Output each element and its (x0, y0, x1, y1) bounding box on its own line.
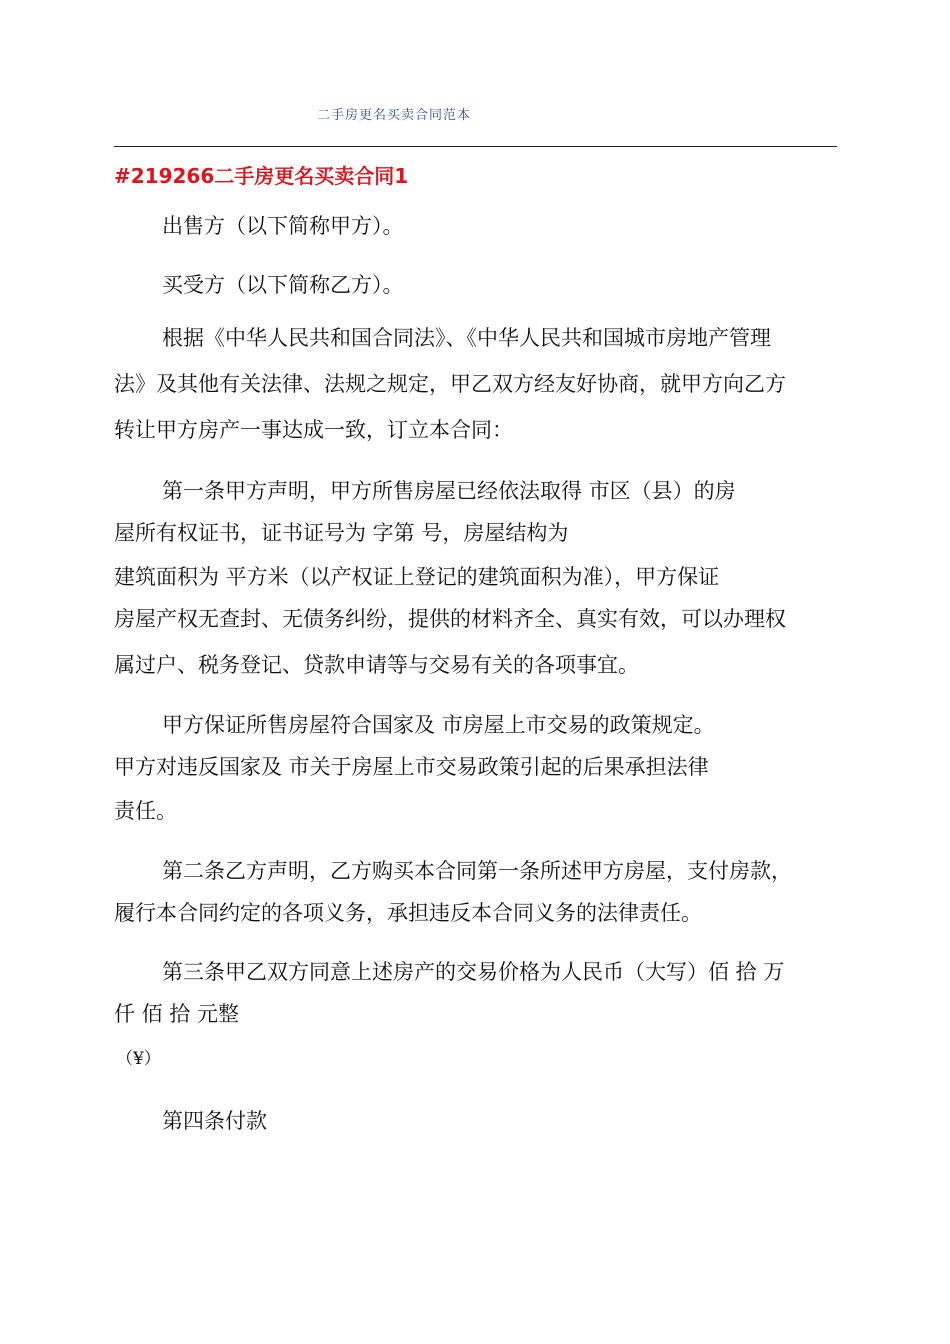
buyer-line: 买受方（以下简称乙方）。 (162, 273, 404, 297)
preamble-line: 转让甲方房产一事达成一致，订立本合同： (114, 418, 513, 442)
article-1-line: 第一条甲方声明，甲方所售房屋已经依法取得 市区（县）的房 (162, 479, 736, 503)
preamble-line: 法》及其他有关法律、法规之规定，甲乙双方经友好协商，就甲方向乙方 (114, 372, 786, 396)
article-3-line: 仟 佰 拾 元整 (114, 1002, 240, 1026)
document-title: #219266二手房更名买卖合同1 (114, 164, 409, 188)
preamble-line: 根据《中华人民共和国合同法》、《中华人民共和国城市房地产管理 (162, 326, 771, 350)
article-1-line: 屋所有权证书，证书证号为 字第 号，房屋结构为 (114, 521, 569, 545)
article-1-line: 房屋产权无查封、无债务纠纷，提供的材料齐全、真实有效，可以办理权 (114, 607, 786, 631)
article-1-line: 属过户、税务登记、贷款申请等与交易有关的各项事宜。 (114, 653, 639, 677)
running-header: 二手房更名买卖合同范本 (317, 108, 472, 123)
article-4-heading: 第四条付款 (162, 1109, 267, 1133)
guarantee-line: 甲方保证所售房屋符合国家及 市房屋上市交易的政策规定。 (162, 713, 715, 737)
header-divider (114, 146, 837, 147)
seller-line: 出售方（以下简称甲方）。 (162, 214, 404, 238)
article-2-line: 履行本合同约定的各项义务，承担违反本合同义务的法律责任。 (114, 901, 702, 925)
guarantee-line: 甲方对违反国家及 市关于房屋上市交易政策引起的后果承担法律 (114, 755, 709, 779)
article-1-line: 建筑面积为 平方米（以产权证上登记的建筑面积为准），甲方保证 (114, 565, 720, 589)
article-3-line: 第三条甲乙双方同意上述房产的交易价格为人民币（大写）佰 拾 万 (162, 960, 785, 984)
price-figure-line: （¥） (116, 1049, 161, 1069)
article-2-line: 第二条乙方声明，乙方购买本合同第一条所述甲方房屋，支付房款， (162, 859, 792, 883)
guarantee-line: 责任。 (114, 799, 177, 823)
